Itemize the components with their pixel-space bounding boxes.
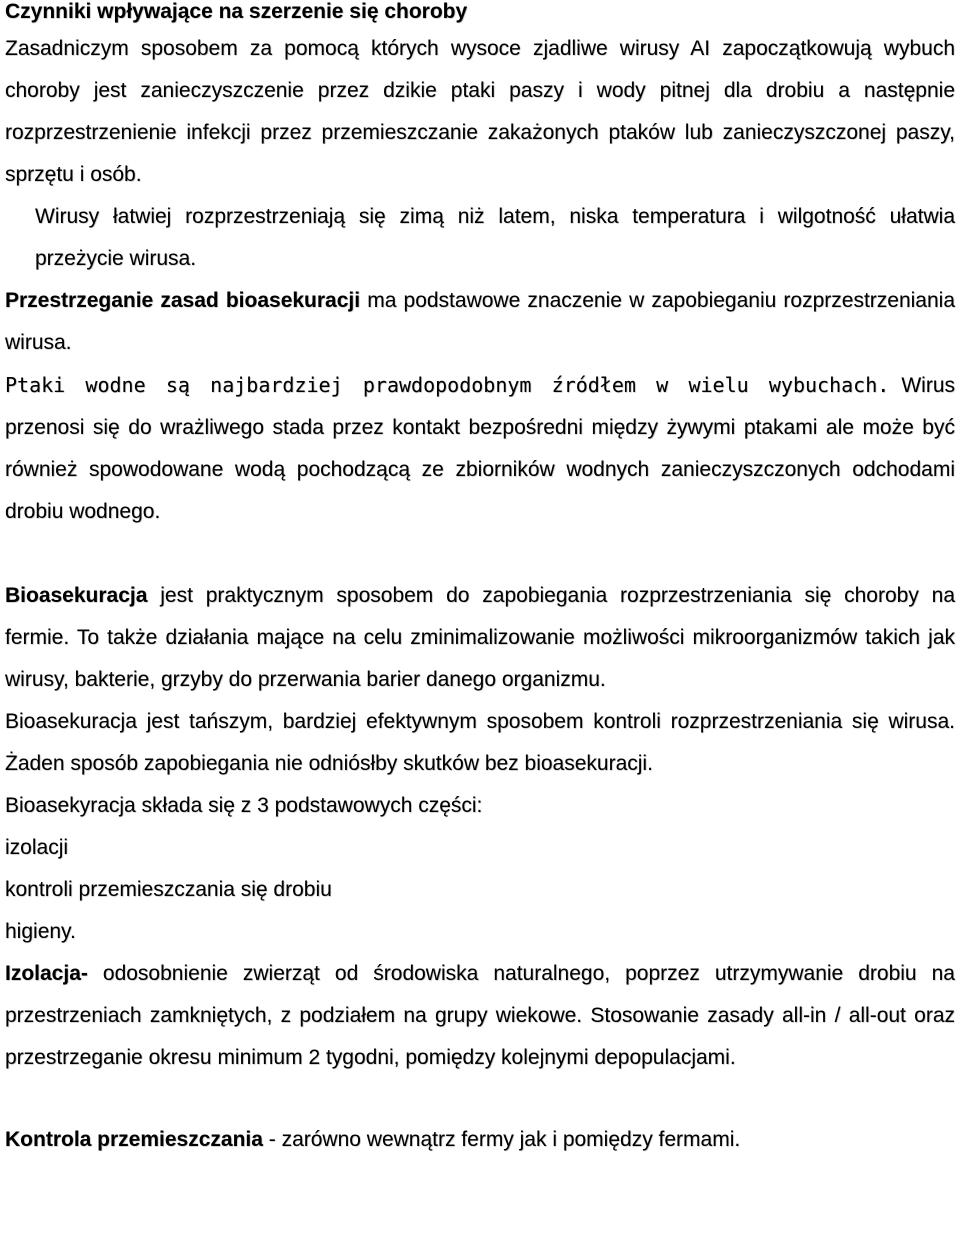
paragraph-text: - zarówno wewnątrz fermy jak i pomiędzy fermami.	[262, 1128, 741, 1151]
paragraph-text: ma podstawowe znaczenie w zapobieganiu rozprzestrzeniania wirusa.	[5, 289, 956, 354]
bold-term-movement-control: Kontrola przemieszczania	[5, 1128, 263, 1151]
paragraph-waterfowl	[5, 364, 955, 533]
list-item: higieny.	[5, 920, 76, 943]
paragraph-text: Wirus przenosi się do wrażliwego stada przez kontakt bezpośredni między żywymi ptakami ale może być również spowodowane wodą pochodzącą ze zbiorników wodnych zanieczyszczonych odchodami drobiu wodnego.	[5, 374, 955, 523]
paragraph-biosecurity-definition	[5, 575, 955, 701]
bold-term-biosecurity: Bioasekuracja	[5, 584, 148, 607]
paragraph-biosecurity-importance	[5, 280, 955, 364]
paragraph-biosecurity-parts: Bioasekyracja składa się z 3 podstawowych części:	[5, 794, 483, 817]
paragraph-movement-control	[5, 1119, 955, 1161]
list-item: izolacji	[5, 836, 69, 859]
mono-sentence-waterfowl: Ptaki wodne są najbardziej prawdopodobnym źródłem w wielu wybuchach.	[5, 373, 890, 397]
spacer	[5, 1079, 955, 1119]
paragraph-spread-methods: Zasadniczym sposobem za pomocą których wysoce zjadliwe wirusy AI zapoczątkowują wybuch choroby jest zanieczyszczenie przez dzikie ptaki paszy i wody pitnej dla drobiu a następnie rozprzestrzenienie infekcji przez przemieszczanie zakażonych ptaków lub zanieczyszczonej paszy, sprzętu i osób.	[5, 37, 955, 186]
document-title: Czynniki wpływające na szerzenie się choroby	[5, 0, 468, 23]
bold-phrase-biosecurity-rules: Przestrzeganie zasad bioasekuracji	[5, 289, 361, 312]
bold-term-isolation: Izolacja-	[5, 962, 88, 985]
document-page	[5, 0, 955, 1161]
list-item: kontroli przemieszczania się drobiu	[5, 878, 332, 901]
paragraph-text: odosobnienie zwierząt od środowiska naturalnego, poprzez utrzymywanie drobiu na przestrzeniach zamkniętych, z podziałem na grupy wiekowe. Stosowanie zasady all-in / all-out oraz przestrzeganie okresu minimum 2 tygodni, pomiędzy kolejnymi depopulacjami.	[5, 962, 955, 1069]
spacer	[5, 533, 955, 575]
paragraph-biosecurity-cost: Bioasekuracja jest tańszym, bardziej efektywnym sposobem kontroli rozprzestrzeniania się wirusa. Żaden sposób zapobiegania nie odniósłby skutków bez bioasekuracji.	[5, 710, 955, 775]
paragraph-text: jest praktycznym sposobem do zapobiegania rozprzestrzeniania się choroby na fermie. To także działania mające na celu zminimalizowanie możliwości mikroorganizmów takich jak wirusy, bakterie, grzyby do przerwania barier danego organizmu.	[5, 584, 955, 691]
paragraph-winter-spread: Wirusy łatwiej rozprzestrzeniają się zimą niż latem, niska temperatura i wilgotność ułatwia przeżycie wirusa.	[35, 205, 955, 270]
paragraph-isolation	[5, 953, 955, 1079]
